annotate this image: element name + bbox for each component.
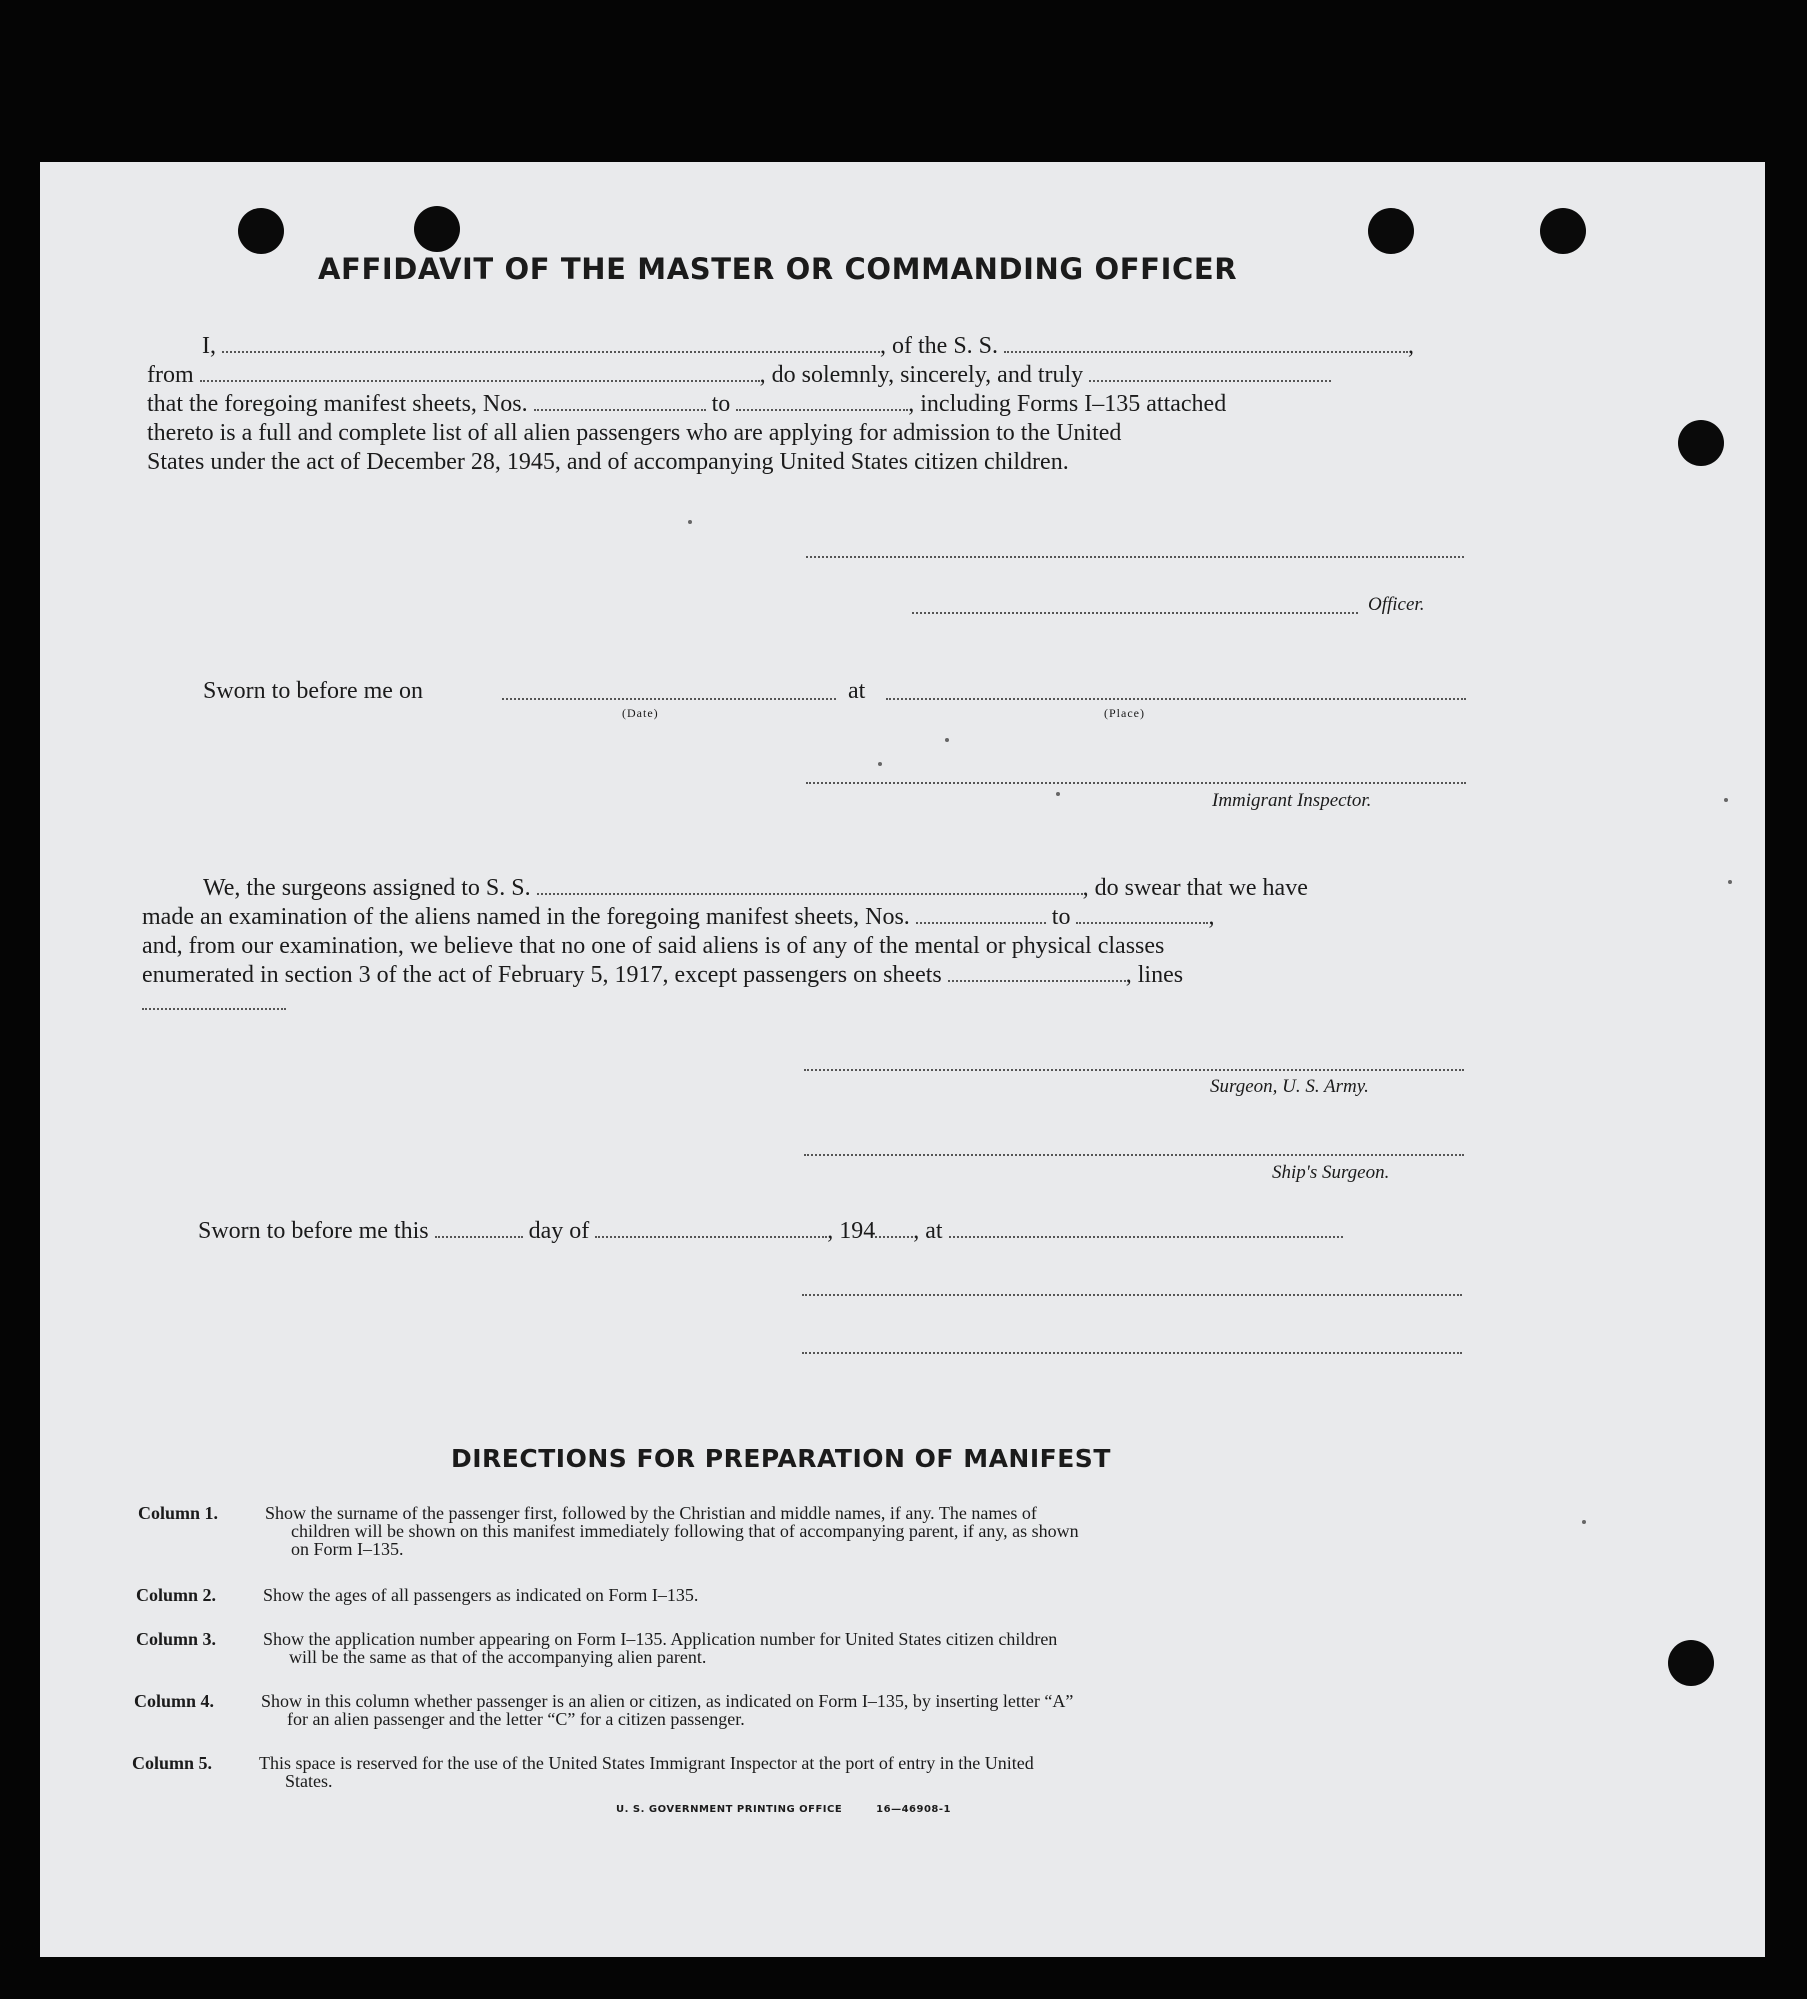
speck [1728, 880, 1732, 884]
speck [945, 738, 949, 742]
departure-port-field[interactable] [200, 362, 760, 382]
sworn-date-field[interactable] [502, 698, 836, 700]
officer-title-line[interactable] [912, 612, 1358, 614]
master-name-line: I, , of the S. S. , [202, 333, 1415, 359]
sheet-to-field[interactable] [736, 391, 908, 411]
sworn-place-field[interactable] [886, 698, 1466, 700]
officer-label: Officer. [1368, 594, 1425, 615]
sworn-location-field[interactable] [949, 1218, 1343, 1238]
exception-lines-field[interactable] [142, 1008, 286, 1010]
affidavit-text-line: thereto is a full and complete list of all alien passengers who are applying for admission to the United [147, 420, 1122, 446]
sheets-line: that the foregoing manifest sheets, Nos. to , including Forms I–135 attached [147, 391, 1227, 417]
punch-hole [1668, 1640, 1714, 1686]
official-signature-line[interactable] [802, 1294, 1462, 1296]
sworn-year-field[interactable] [875, 1218, 913, 1238]
surgeons-ship-line: We, the surgeons assigned to S. S. , do swear that we have [203, 875, 1308, 901]
punch-hole [1368, 208, 1414, 254]
exceptions-line: enumerated in section 3 of the act of February 5, 1917, except passengers on sheets , lines [142, 962, 1184, 988]
speck [1724, 798, 1728, 802]
surgeons-text-line: and, from our examination, we believe that no one of said aliens is of any of the mental or physical classes [142, 933, 1165, 959]
speck [878, 762, 882, 766]
speck [1582, 1520, 1586, 1524]
sworn-month-field[interactable] [595, 1218, 827, 1238]
speck [688, 520, 692, 524]
exam-sheet-from-field[interactable] [916, 904, 1046, 924]
sheet-from-field[interactable] [534, 391, 706, 411]
inspector-signature-line[interactable] [806, 782, 1466, 784]
speck [1056, 792, 1060, 796]
directions-title: DIRECTIONS FOR PREPARATION OF MANIFEST [451, 1444, 1111, 1473]
date-caption: (Date) [622, 706, 659, 720]
exam-sheet-to-field[interactable] [1076, 904, 1208, 924]
affidavit-text-line: States under the act of December 28, 1945, and of accompanying United States citizen children. [147, 449, 1069, 475]
oath-field[interactable] [1089, 362, 1331, 382]
sworn-day-line: Sworn to before me this day of , 194 , at [198, 1217, 1343, 1245]
surgeons-ship-field[interactable] [537, 875, 1083, 895]
place-caption: (Place) [1104, 706, 1145, 720]
punch-hole [1678, 420, 1724, 466]
sworn-on-label: Sworn to before me on [203, 678, 423, 704]
sworn-day-field[interactable] [435, 1218, 523, 1238]
punch-hole [414, 206, 460, 252]
form-page: AFFIDAVIT OF THE MASTER OR COMMANDING OFFICER I, , of the S. S. , from , do solemnly, sincerely, and truly that the foregoing manifest sheets, Nos. to , including Forms I–135 attached thereto is a full and complete list of all alien passengers who are applying for admission to the United States under the act of December 28, 1945, and of accompanying United States citizen children. Officer. Sworn to before me on at (Date) (Place) Immigrant Inspector. We, the surgeons assigned to S. S. , do swear that we have made an examination of the aliens named in the foregoing manifest sheets, Nos. to , and, from our examination, we believe that no one of said aliens is of any of the mental or physical classes enumerated in section 3 of the act of February 5, 1917, except passengers on sheets , lines Surgeon, U. S. Army. Ship's Surgeon. Sworn to before me this day of , 194 , at DIRECTIONS FOR PREPARATION OF MANIFEST Column 1. Show the surname of the passenger first, followed by the Christian and middle names, if any. The names of children will be shown on this manifest immediately following that of accompanying parent, if any, as shown on Form I–135. Column 2. Show the ages of all passengers as indicated on Form I–135. Column 3. Show the application number appearing on Form I–135. Application number for United States citizen children will be the same as that of the accompanying alien parent. Column 4. Show in this column whether passenger is an alien or citizen, as indicated on Form I–135, by inserting letter “A” for an alien passenger and the letter “C” for a citizen passenger. Column 5. This space is reserved for the use of the United States Immigrant Inspector at the port of entry in the United States. U. S. GOVERNMENT PRINTING OFFICE 16—46908-1 [40, 162, 1765, 1957]
master-name-field[interactable] [222, 333, 880, 353]
punch-hole [238, 208, 284, 254]
officer-signature-line[interactable] [806, 556, 1464, 558]
printer-imprint: U. S. GOVERNMENT PRINTING OFFICE 16—46908-1 [616, 1804, 951, 1815]
sworn-at-label: at [848, 678, 866, 704]
ship-name-field[interactable] [1004, 333, 1408, 353]
surgeons-sheets-line: made an examination of the aliens named in the foregoing manifest sheets, Nos. to , [142, 904, 1215, 930]
army-surgeon-label: Surgeon, U. S. Army. [1210, 1076, 1369, 1097]
army-surgeon-signature-line[interactable] [804, 1069, 1464, 1071]
inspector-label: Immigrant Inspector. [1212, 790, 1372, 811]
affidavit-title: AFFIDAVIT OF THE MASTER OR COMMANDING OFFICER [318, 252, 1238, 286]
official-title-line[interactable] [802, 1352, 1462, 1354]
ship-surgeon-signature-line[interactable] [804, 1154, 1464, 1156]
port-line: from , do solemnly, sincerely, and truly [147, 361, 1331, 389]
ship-surgeon-label: Ship's Surgeon. [1272, 1162, 1390, 1183]
exception-sheets-field[interactable] [948, 962, 1126, 982]
punch-hole [1540, 208, 1586, 254]
